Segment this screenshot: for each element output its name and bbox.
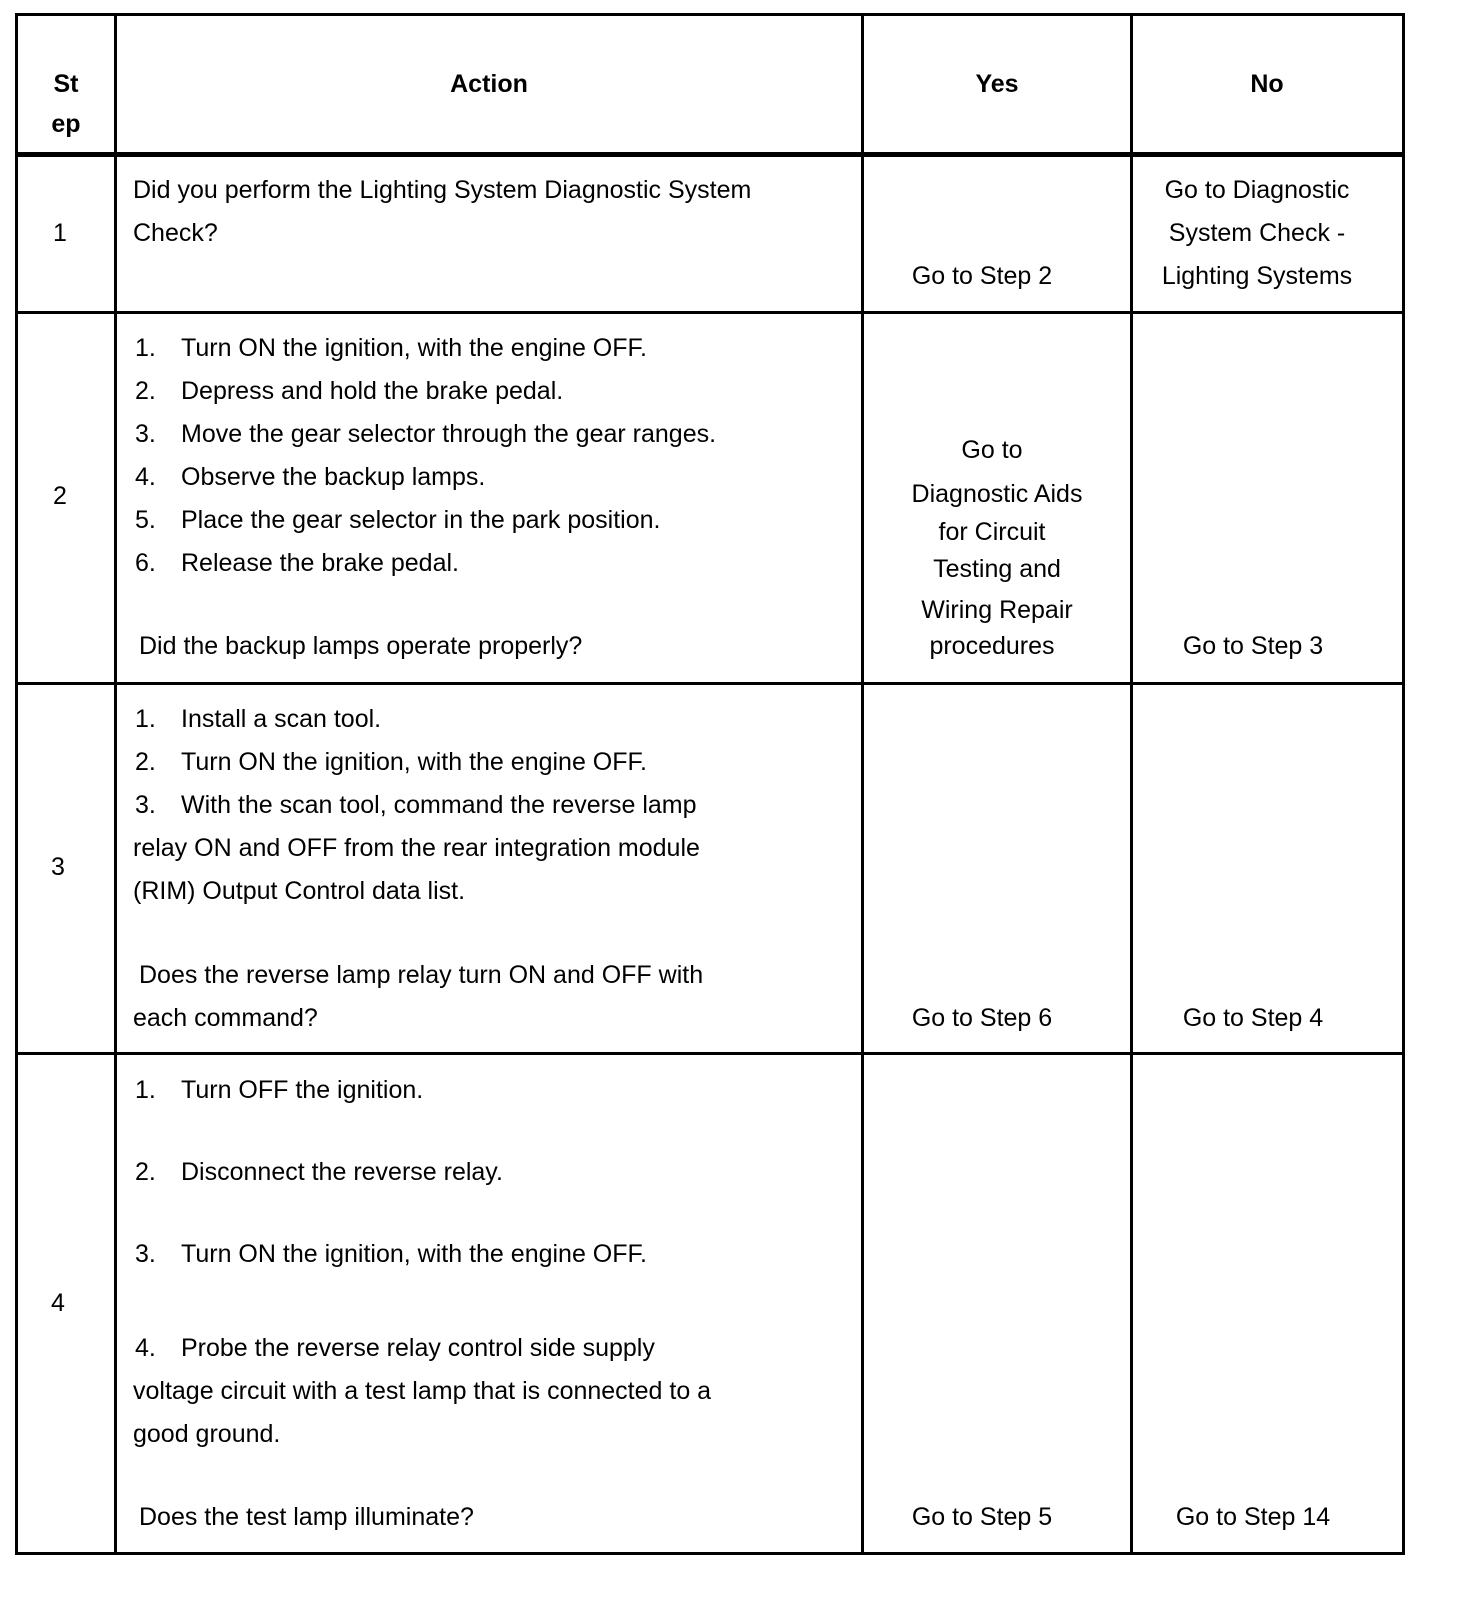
no-result-line: System Check -	[1168, 219, 1346, 247]
list-item	[135, 1233, 647, 1276]
header-divider	[15, 152, 1405, 157]
list-item-text: Place the gear selector in the park position.	[181, 506, 661, 534]
row-divider-2-3	[15, 682, 1405, 685]
yes-result-row-1: Go to Step 2	[911, 262, 1053, 290]
list-item	[135, 327, 647, 370]
list-item-number: 2.	[135, 377, 156, 405]
column-divider-step-action	[114, 13, 117, 1555]
yes-result-line: procedures	[929, 632, 1055, 660]
list-item	[135, 741, 647, 784]
header-no: No	[1250, 70, 1284, 98]
question-text: each command?	[133, 1004, 318, 1032]
yes-result-line: Wiring Repair	[921, 596, 1073, 624]
list-item	[135, 1327, 655, 1370]
list-item	[135, 698, 381, 741]
list-item-text: With the scan tool, command the reverse lamp	[181, 791, 697, 819]
list-item	[135, 1069, 423, 1112]
list-item	[135, 542, 459, 585]
list-item	[135, 784, 697, 827]
yes-result-row-3: Go to Step 6	[911, 1004, 1053, 1032]
list-item-number: 3.	[135, 1240, 156, 1268]
action-text-line: Did you perform the Lighting System Diagnostic System	[133, 176, 752, 204]
list-item-number: 4.	[135, 1334, 156, 1362]
list-item-text: Observe the backup lamps.	[181, 463, 486, 491]
list-item-number: 2.	[135, 748, 156, 776]
list-item-number: 1.	[135, 705, 156, 733]
list-item-number: 3.	[135, 420, 156, 448]
action-text-line: Check?	[133, 219, 218, 247]
list-item-continuation: relay ON and OFF from the rear integration module	[133, 834, 700, 862]
yes-result-line: for Circuit	[938, 518, 1046, 546]
no-result-row-2: Go to Step 3	[1182, 632, 1324, 660]
list-item	[135, 413, 716, 456]
row-divider-3-4	[15, 1052, 1405, 1055]
step-number-1: 1	[53, 219, 67, 247]
question-text: Did the backup lamps operate properly?	[139, 632, 583, 660]
header-action: Action	[450, 70, 528, 98]
list-item	[135, 456, 485, 499]
no-result-row-4: Go to Step 14	[1175, 1503, 1331, 1531]
question-text: Does the reverse lamp relay turn ON and OFF with	[139, 961, 704, 989]
list-item-continuation: good ground.	[133, 1420, 281, 1448]
step-number-4: 4	[51, 1289, 65, 1317]
step-number-2: 2	[53, 482, 67, 510]
list-item-continuation: voltage circuit with a test lamp that is connected to a	[133, 1377, 712, 1405]
list-item-number: 6.	[135, 549, 156, 577]
list-item-text: Install a scan tool.	[181, 705, 382, 733]
list-item-text: Probe the reverse relay control side supply	[181, 1334, 655, 1362]
list-item-text: Turn ON the ignition, with the engine OFF.	[181, 1240, 647, 1268]
list-item-number: 1.	[135, 1076, 156, 1104]
row-divider-1-2	[15, 311, 1405, 314]
list-item-continuation: (RIM) Output Control data list.	[133, 877, 466, 905]
yes-result-row-4: Go to Step 5	[911, 1503, 1053, 1531]
yes-result-line: Go to	[961, 436, 1023, 464]
no-result-line: Lighting Systems	[1161, 262, 1353, 290]
yes-result-line: Testing and	[933, 555, 1061, 583]
list-item	[135, 499, 660, 542]
list-item-text: Release the brake pedal.	[181, 549, 459, 577]
column-divider-action-yes	[861, 13, 864, 1555]
list-item	[135, 1151, 503, 1194]
list-item-number: 2.	[135, 1158, 156, 1186]
list-item	[135, 370, 563, 413]
list-item-number: 3.	[135, 791, 156, 819]
list-item-text: Move the gear selector through the gear ranges.	[181, 420, 717, 448]
list-item-text: Disconnect the reverse relay.	[181, 1158, 503, 1186]
list-item-number: 1.	[135, 334, 156, 362]
list-item-number: 5.	[135, 506, 156, 534]
no-result-row-3: Go to Step 4	[1182, 1004, 1324, 1032]
list-item-text: Turn ON the ignition, with the engine OFF.	[181, 748, 647, 776]
question-text: Does the test lamp illuminate?	[139, 1503, 474, 1531]
list-item-number: 4.	[135, 463, 156, 491]
header-step: St ep	[51, 70, 81, 138]
list-item-text: Turn ON the ignition, with the engine OFF.	[181, 334, 647, 362]
no-result-line: Go to Diagnostic	[1164, 176, 1350, 204]
step-number-3: 3	[51, 853, 65, 881]
header-yes: Yes	[975, 70, 1019, 98]
list-item-text: Turn OFF the ignition.	[181, 1076, 424, 1104]
yes-result-line: Diagnostic Aids	[911, 480, 1083, 508]
list-item-text: Depress and hold the brake pedal.	[181, 377, 564, 405]
